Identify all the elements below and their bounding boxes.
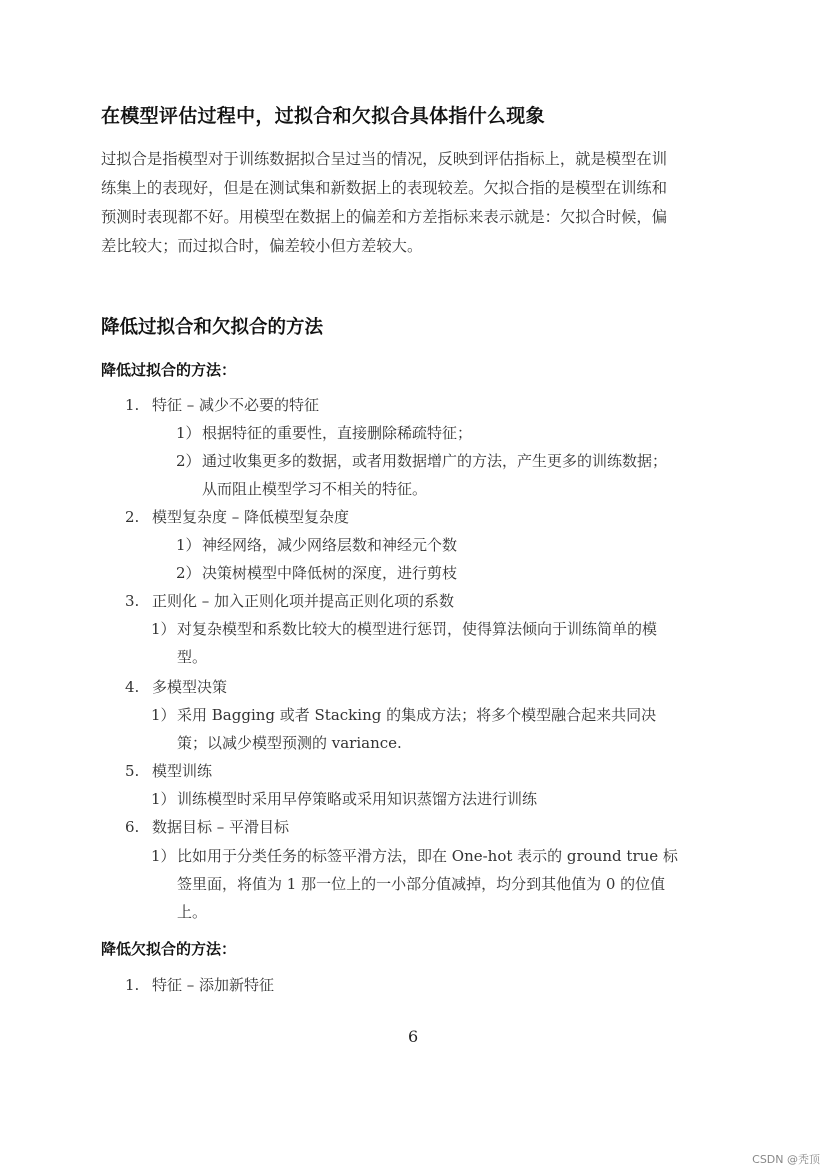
subheading-reduce-underfitting: 降低欠拟合的方法：	[101, 940, 237, 958]
sub-list-item: 1）神经网络，减少网络层数和神经元个数	[176, 536, 458, 554]
sub-list-item-continuation: 上。	[177, 903, 208, 921]
list-item: 1. 特征 – 添加新特征	[125, 976, 275, 994]
list-item: 2. 模型复杂度 – 降低模型复杂度	[125, 508, 350, 526]
paragraph-line: 差比较大；而过拟合时，偏差较小但方差较大。	[101, 237, 423, 255]
list-item: 3. 正则化 – 加入正则化项并提高正则化项的系数	[125, 592, 455, 610]
paragraph-line: 预测时表现都不好。用模型在数据上的偏差和方差指标来表示就是：欠拟合时候，偏	[101, 208, 667, 226]
sub-list-item: 2）决策树模型中降低树的深度，进行剪枝	[176, 564, 458, 582]
list-item: 5. 模型训练	[125, 762, 213, 780]
page-number: 6	[408, 1027, 419, 1046]
sub-list-item: 1）对复杂模型和系数比较大的模型进行惩罚，使得算法倾向于训练简单的模	[151, 620, 658, 638]
sub-list-item-continuation: 策；以减少模型预测的 variance.	[177, 734, 402, 752]
sub-list-item-continuation: 签里面，将值为 1 那一位上的一小部分值减掉，均分到其他值为 0 的位值	[177, 875, 666, 893]
sub-list-item: 1）训练模型时采用早停策略或采用知识蒸馏方法进行训练	[151, 790, 538, 808]
list-item: 4. 多模型决策	[125, 678, 228, 696]
section-title-methods: 降低过拟合和欠拟合的方法	[101, 317, 324, 338]
sub-list-item-continuation: 型。	[177, 648, 208, 666]
section-title-overfitting-definition: 在模型评估过程中，过拟合和欠拟合具体指什么现象	[101, 105, 545, 127]
sub-list-item-continuation: 从而阻止模型学习不相关的特征。	[202, 480, 428, 498]
list-item: 1. 特征 – 减少不必要的特征	[125, 396, 320, 414]
list-item: 6. 数据目标 – 平滑目标	[125, 818, 290, 836]
definition-paragraph	[101, 145, 723, 261]
sub-list-item: 1）采用 Bagging 或者 Stacking 的集成方法；将多个模型融合起来共同决	[151, 706, 657, 724]
sub-list-item: 1）根据特征的重要性，直接删除稀疏特征；	[176, 424, 473, 442]
subheading-reduce-overfitting: 降低过拟合的方法：	[101, 361, 237, 379]
paragraph-line: 过拟合是指模型对于训练数据拟合呈过当的情况，反映到评估指标上，就是模型在训	[101, 150, 667, 168]
sub-list-item: 2）通过收集更多的数据，或者用数据增广的方法，产生更多的训练数据；	[176, 452, 668, 470]
paragraph-line: 练集上的表现好，但是在测试集和新数据上的表现较差。欠拟合指的是模型在训练和	[101, 179, 667, 197]
sub-list-item: 1）比如用于分类任务的标签平滑方法，即在 One-hot 表示的 ground true 标	[151, 847, 678, 865]
watermark: CSDN @秃顶	[752, 1153, 820, 1166]
